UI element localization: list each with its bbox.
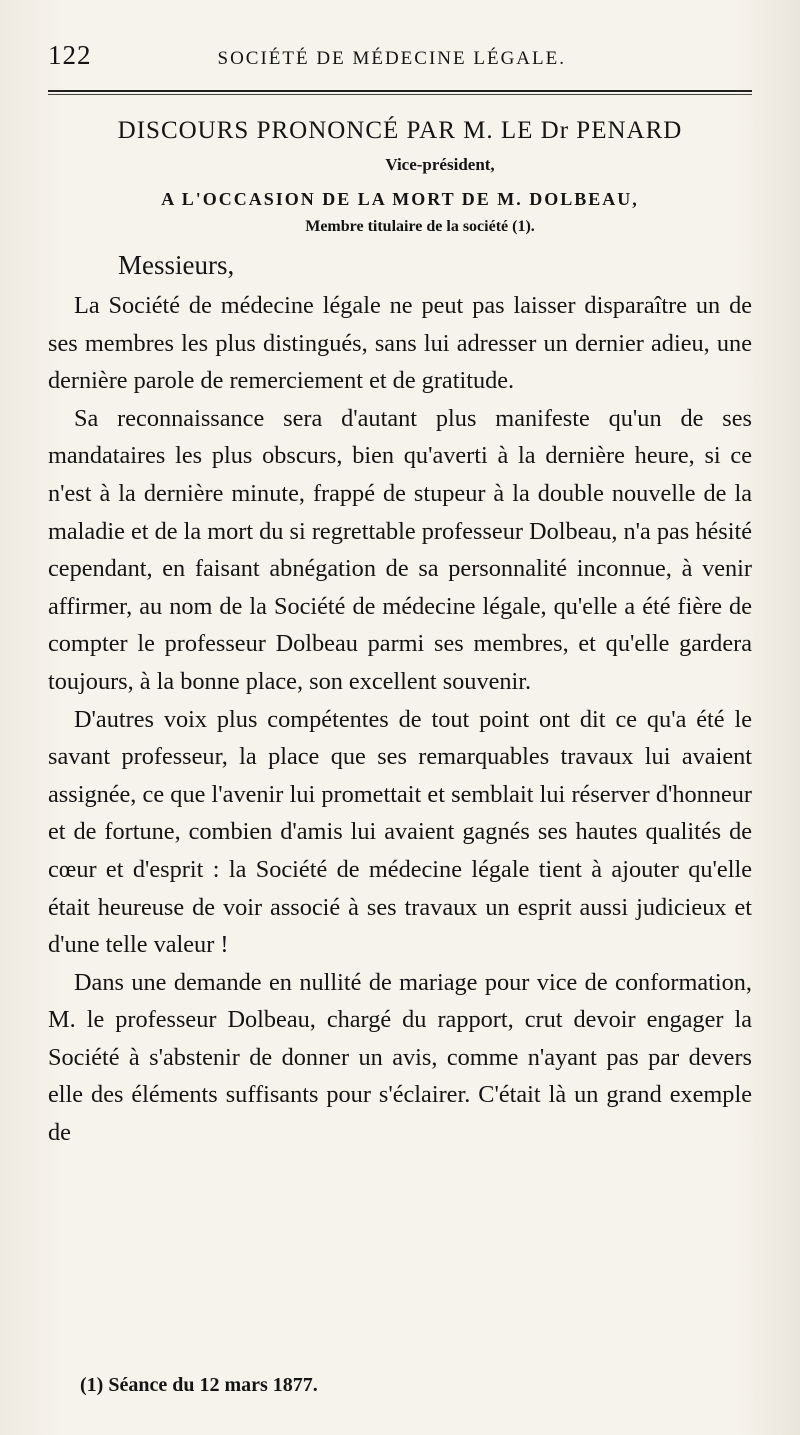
salutation: Messieurs, [118,250,235,280]
paragraph-4: Dans une demande en nullité de mariage pour vice de conformation, M. le professeur Dolbeau, chargé du rapport, crut devoir engager la Société à s'abstenir de donner un avis, comme n'ayant pas par devers elle des éléments suffisants pour s'éclairer. C'était là un grand exemple de [48,968,752,1147]
member-line: Membre titulaire de la société (1). [305,218,535,235]
journal-title: SOCIÉTÉ DE MÉDECINE LÉGALE. [217,48,566,69]
paragraph-2: Sa reconnaissance sera d'autant plus manifeste qu'un de ses mandataires les plus obscurs, bien qu'averti à la dernière heure, si ce n'est à la dernière minute, frappé de stupeur à la double nouvelle de la maladie et de la mort du si regrettable professeur Dolbeau, n'a pas hésité cependant, en faisant abnégation de sa personnalité inconnue, à venir affirmer, au nom de la Société de médecine légale, qu'elle a été fière de compter le professeur Dolbeau parmi ses membres, et qu'elle gardera toujours, à la bonne place, son excellent souvenir. [48,404,753,695]
body-text [48,287,752,1152]
paragraph-1: La Société de médecine légale ne peut pas laisser disparaître un de ses membres les plus distingués, sans lui adresser un dernier adieu, une dernière parole de remerciement et de gratitude. [48,292,752,395]
speaker-role: Vice-président, [385,155,495,174]
footnote: (1) Séance du 12 mars 1877. [80,1374,318,1396]
page-number: 122 [48,40,92,70]
header-rule [48,90,752,92]
header-rule-thin [48,94,752,95]
article-title: DISCOURS PRONONCÉ PAR M. LE Dr PENARD [117,117,683,144]
running-head [48,40,752,80]
occasion-line: A L'OCCASION DE LA MORT DE M. DOLBEAU, [161,189,639,209]
paragraph-3: D'autres voix plus compétentes de tout point ont dit ce qu'a été le savant professeur, la place que ses remarquables travaux lui avaient assignée, ce que l'avenir lui promettait et semblait lui réserver d'honneur et de fortune, combien d'amis lui avaient gagnés ses hautes qualités de cœur et d'esprit : la Société de médecine légale tient à ajouter qu'elle était heureuse de voir associé à ses travaux un esprit aussi judicieux et d'une telle valeur ! [48,705,752,959]
